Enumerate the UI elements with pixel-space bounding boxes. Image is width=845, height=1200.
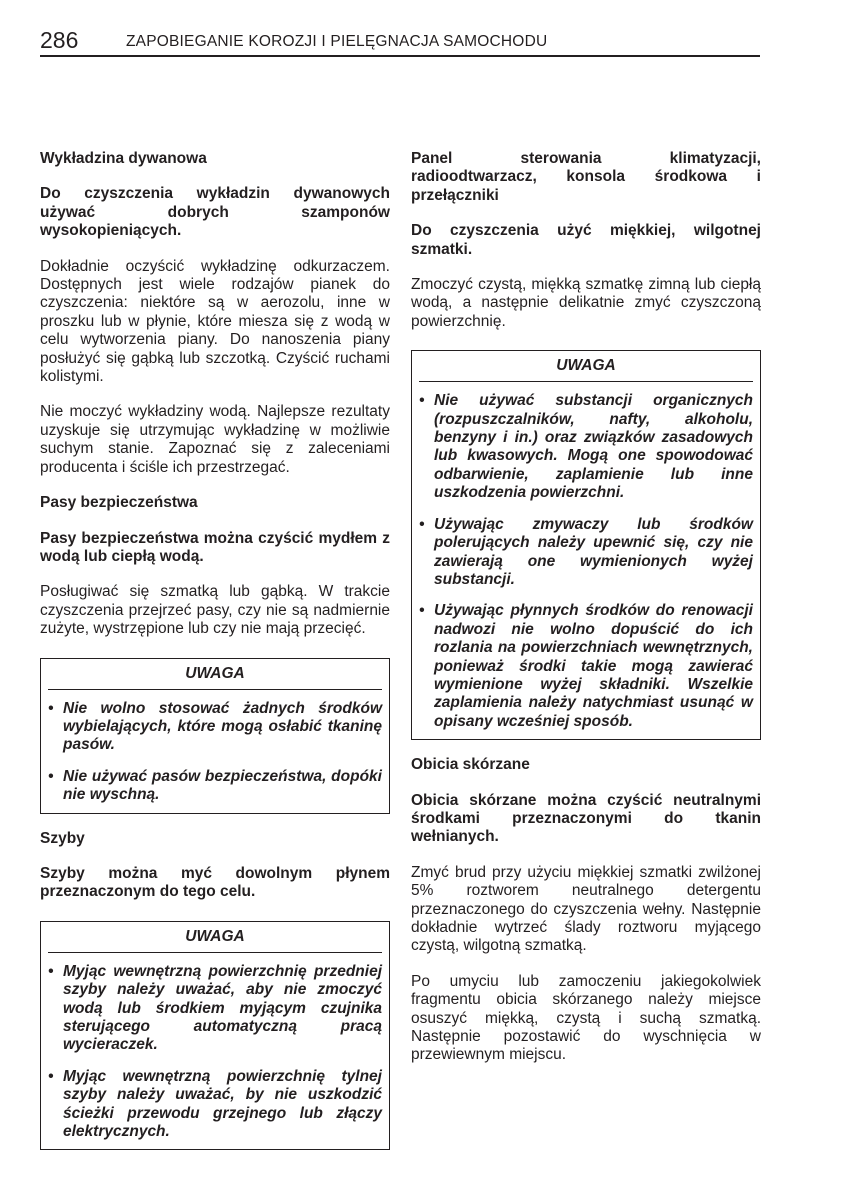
warning-item: • Używając zmywaczy lub środków polerujących należy upewnić się, czy nie zawierają one wymienionych wyżej substancji. (419, 515, 753, 588)
paragraph-belts-1: Posługiwać się szmatką lub gąbką. W trakcie czyszczenia przejrzeć pasy, czy nie są nadmiernie zużyte, wystrzępione lub czy nie mają przecięć. (40, 583, 390, 638)
warning-box-belts (40, 658, 390, 814)
section-heading-leather: Obicia skórzane (411, 756, 530, 774)
left-column (40, 150, 390, 1150)
paragraph-carpet-2: Nie moczyć wykładziny wodą. Najlepsze rezultaty uzyskuje się utrzymując wykładzinę w możliwie suchym stanie. Zapoznać się z zaleceniami producenta i ściśle ich przestrzegać. (40, 403, 390, 476)
warning-title: UWAGA (48, 928, 382, 953)
lead-carpet: Do czyszczenia wykładzin dywanowych używać dobrych szamponów wysokopieniących. (40, 185, 390, 240)
paragraph-leather-1: Zmyć brud przy użyciu miękkiej szmatki zwilżonej 5% roztworem neutralnego detergentu przeznaczonego do czyszczenia wełny. Następnie dokładnie wytrzeć ślady roztworu myjącego czystą, wilgotną szmatką. (411, 863, 761, 955)
paragraph-carpet-1: Dokładnie oczyścić wykładzinę odkurzaczem. Dostępnych jest wiele rodzajów pianek do czyszczenia: niektóre są w aerozolu, inne w proszku lub w płynie, które miesza się z wodą w celu wytworzenia piany. Do nanoszenia piany posłużyć się gąbką lub szczotką. Czyścić ruchami kolistymi. (40, 257, 390, 386)
bullet-icon: • (419, 392, 425, 410)
section-heading-panel: Panel sterowania klimatyzacji, radioodtwarzacz, konsola środkowa i przełączniki (411, 150, 761, 204)
lead-panel: Do czyszczenia użyć miękkiej, wilgotnej szmatki. (411, 222, 761, 258)
section-heading-windows: Szyby (40, 829, 85, 847)
warning-title: UWAGA (419, 357, 753, 382)
lead-windows: Szyby można myć dowolnym płynem przeznaczonym do tego celu. (40, 864, 390, 901)
page-header (40, 27, 760, 57)
paragraph-panel-1: Zmoczyć czystą, miękką szmatkę zimną lub ciepłą wodą, a następnie delikatnie zmyć czyszczoną powierzchnię. (411, 276, 761, 330)
section-heading-carpet: Wykładzina dywanowa (40, 150, 207, 167)
right-column (411, 150, 761, 1065)
paragraph-leather-2: Po umyciu lub zamoczeniu jakiegokolwiek fragmentu obicia skórzanego należy miejsce osuszyć miękką, czystą i suchą szmatką. Następnie pozostawić do wyschnięcia w przewiewnym miejscu. (411, 972, 761, 1064)
bullet-icon: • (48, 1067, 54, 1085)
warning-box-windows (40, 921, 390, 1151)
warning-item: • Nie używać pasów bezpieczeństwa, dopóki nie wyschną. (48, 767, 382, 804)
lead-leather: Obicia skórzane można czyścić neutralnymi środkami przeznaczonymi do tkanin wełnianych. (411, 791, 761, 846)
page-number: 286 (40, 27, 79, 53)
bullet-icon: • (48, 699, 54, 717)
running-title: ZAPOBIEGANIE KOROZJI I PIELĘGNACJA SAMOCHODU (126, 33, 548, 50)
warning-item: • Nie używać substancji organicznych (rozpuszczalników, nafty, alkoholu, benzyny i in.) oraz związków zasadowych lub kwasowych. Mogą one spowodować odbarwienie, zaplamienie lub inne uszkodzenia powierzchni. (419, 392, 753, 502)
warning-box-panel (411, 350, 761, 740)
bullet-icon: • (419, 515, 425, 533)
warning-item: • Myjąc wewnętrzną powierzchnię tylnej szyby należy uważać, by nie uszkodzić ścieżki przewodu grzejnego lub złączy elektrycznych. (48, 1067, 382, 1141)
warning-item: • Myjąc wewnętrzną powierzchnię przedniej szyby należy uważać, aby nie zmoczyć wodą lub środkiem myjącym czujnika sterującego automatyczną pracą wycieraczek. (48, 962, 382, 1054)
warning-title: UWAGA (48, 665, 382, 690)
warning-item: • Nie wolno stosować żadnych środków wybielających, które mogą osłabić tkaninę pasów. (48, 699, 382, 754)
section-heading-belts: Pasy bezpieczeństwa (40, 494, 198, 512)
bullet-icon: • (48, 962, 54, 980)
warning-item: • Używając płynnych środków do renowacji nadwozi nie wolno dopuścić do ich rozlania na powierzchniach wewnętrznych, ponieważ środki takie mogą zawierać wymienione wyżej składniki. Wszelkie zaplamienia należy natychmiast usunąć w opisany wcześniej sposób. (419, 602, 753, 730)
lead-belts: Pasy bezpieczeństwa można czyścić mydłem z wodą lub ciepłą wodą. (40, 529, 390, 565)
bullet-icon: • (48, 767, 54, 785)
bullet-icon: • (419, 602, 425, 620)
